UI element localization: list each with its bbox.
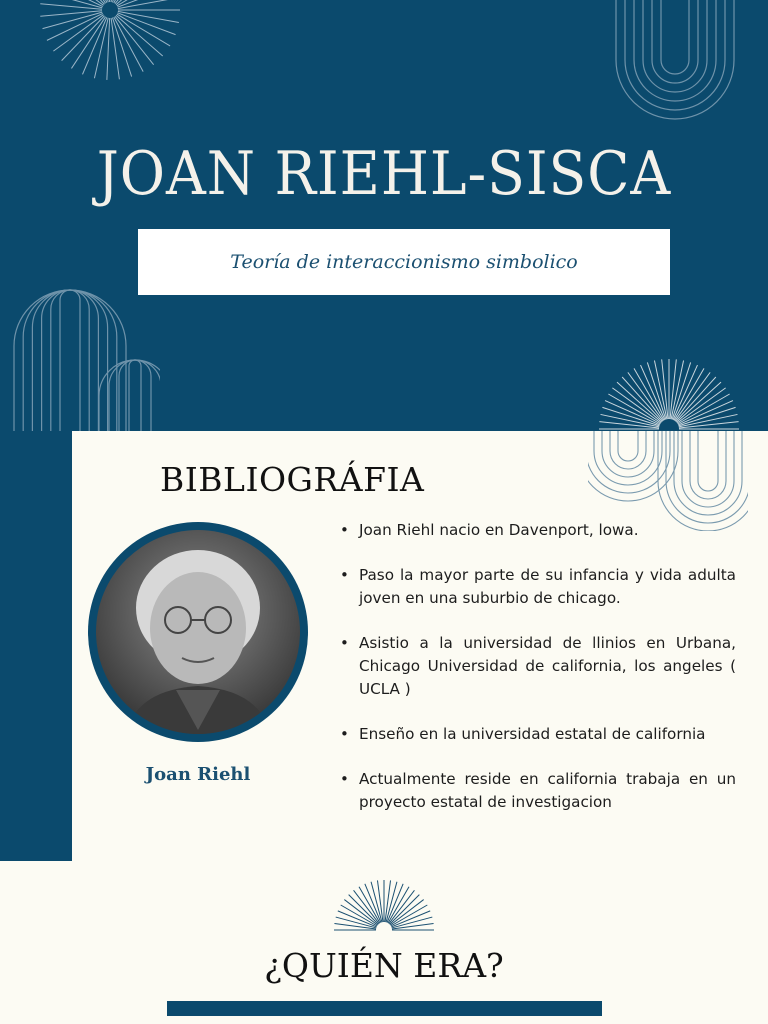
page-title: JOAN RIEHL-SISCA <box>96 139 672 209</box>
list-item: • Paso la mayor parte de su infancia y vida adulta joven en una suburbio de chicago. <box>340 564 736 610</box>
photo-caption: Joan Riehl <box>145 764 251 785</box>
subtitle-box <box>138 229 670 295</box>
list-item: • Asistio a la universidad de llinios en Urbana, Chicago Universidad de california, los angeles ( UCLA ) <box>340 632 736 701</box>
list-item: • Enseño en la universidad estatal de california <box>340 723 736 746</box>
sunburst-icon <box>332 878 436 932</box>
footer-heading: ¿QUIÉN ERA? <box>264 946 504 985</box>
left-accent-band <box>0 431 72 861</box>
list-item: • Joan Riehl nacio en Davenport, lowa. <box>340 519 736 542</box>
section-heading: BIBLIOGRÁFIA <box>160 460 425 499</box>
arch-lines-icon <box>588 431 748 531</box>
list-item: • Actualmente reside en california trabaja en un proyecto estatal de investigacion <box>340 768 736 814</box>
header-band <box>0 0 768 431</box>
portrait-illustration <box>96 530 300 734</box>
subtitle: Teoría de interaccionismo simbolico <box>230 251 578 273</box>
portrait-photo <box>88 522 308 742</box>
bio-list <box>340 519 736 836</box>
footer-bar <box>167 1001 602 1016</box>
portrait-image <box>96 530 300 734</box>
